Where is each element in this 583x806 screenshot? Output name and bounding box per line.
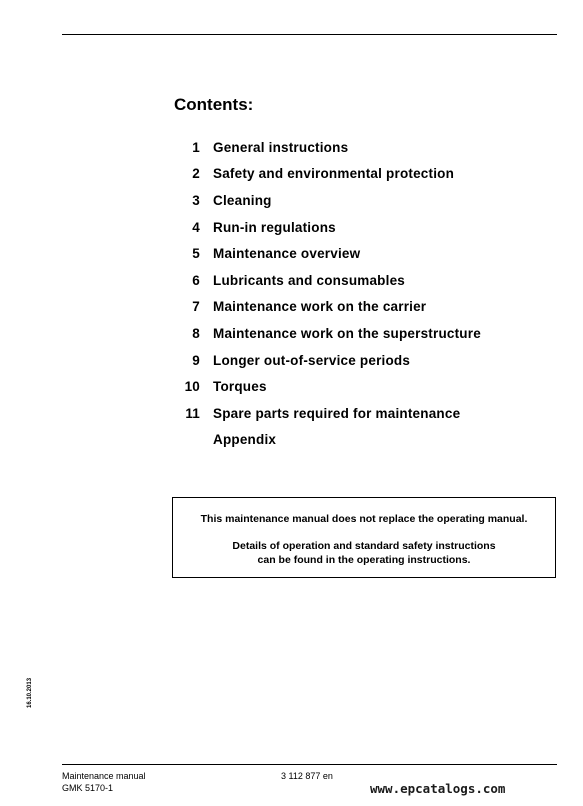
toc-item [172,187,481,214]
toc-item [172,161,481,188]
toc-number: 8 [192,325,200,341]
toc-item [172,267,481,294]
toc-number: 3 [192,192,200,208]
toc-label: Run-in regulations [213,219,336,235]
toc-label: Maintenance work on the carrier [213,299,427,315]
footer-doc-number: 3 112 877 en [281,771,333,781]
toc-item [172,400,481,427]
table-of-contents [172,134,481,453]
footer-title: Maintenance manual [62,771,146,781]
toc-item [172,373,481,400]
toc-item [172,320,481,347]
toc-label: Cleaning [213,192,272,208]
toc-number: 7 [192,299,200,315]
toc-label: Maintenance overview [213,246,361,262]
toc-item [172,427,481,454]
toc-number: 5 [192,246,200,262]
toc-label: Torques [213,379,267,395]
notice-line: This maintenance manual does not replace the operating manual. [200,513,528,525]
toc-label: Lubricants and consumables [213,272,405,288]
toc-label: Maintenance work on the superstructure [213,325,481,341]
toc-label: Longer out-of-service periods [213,352,411,368]
toc-number: 1 [192,139,200,155]
watermark: www.epcatalogs.com [370,781,506,796]
toc-item [172,214,481,241]
toc-number: 11 [185,405,200,421]
toc-number: 4 [192,219,200,235]
toc-number: 10 [184,379,200,395]
toc-number: 9 [192,352,200,368]
toc-item [172,294,481,321]
page-title: Contents: [174,95,254,114]
toc-label: General instructions [213,139,349,155]
footer-model: GMK 5170-1 [62,783,114,793]
notice-line: can be found in the operating instructions. [257,554,471,566]
print-date: 16.10.2013 [27,677,33,708]
toc-number: 2 [192,166,200,182]
toc-item [172,347,481,374]
toc-label: Safety and environmental protection [213,166,455,182]
toc-label: Spare parts required for maintenance [213,405,461,421]
toc-label: Appendix [213,432,277,448]
toc-number: 6 [192,272,200,288]
notice-line: Details of operation and standard safety instructions [232,540,496,552]
header-rule [62,34,557,35]
footer-rule [62,764,557,765]
toc-item [172,240,481,267]
notice-box [172,497,556,578]
toc-item [172,134,481,161]
